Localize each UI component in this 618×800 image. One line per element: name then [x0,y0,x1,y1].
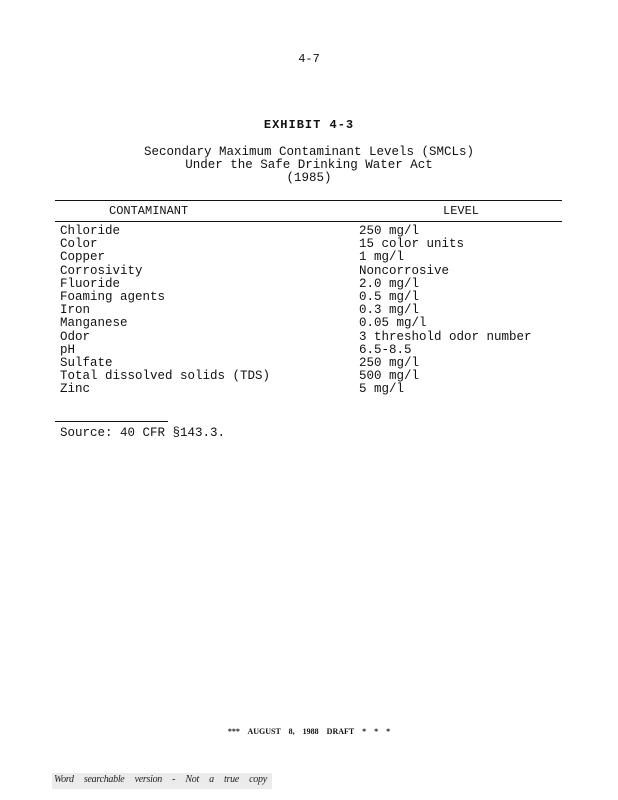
table-header-rule [55,221,562,222]
table-top-rule [55,200,562,201]
footnote-rule [55,421,168,422]
searchable-version-banner-text: Word searchable version - Not a true copy [54,774,267,785]
subtitle-line-1: Secondary Maximum Contaminant Levels (SMCLs) [143,145,475,159]
table-row [60,265,560,278]
subtitle-line-2: Under the Safe Drinking Water Act [185,158,433,172]
contaminant-level: 1 mg/l [359,250,405,265]
page-number: 4-7 [298,52,320,66]
contaminant-level: 2.0 mg/l [359,276,420,291]
contaminant-level: 250 mg/l [359,355,420,370]
table-row [60,291,560,304]
table-row [60,251,560,264]
table-row [60,344,560,357]
contaminant-level: 0.5 mg/l [359,289,420,304]
table-row [60,383,560,396]
contaminant-name: Zinc [60,382,91,397]
contaminant-name: Corrosivity [60,263,143,278]
subtitle-year: (1985) [286,171,332,185]
contaminant-level: 0.3 mg/l [359,303,420,318]
contaminant-name: Fluoride [60,276,121,291]
contaminant-name: Sulfate [60,355,113,370]
contaminant-name: Chloride [60,224,121,238]
draft-date-footer: *** AUGUST 8, 1988 DRAFT * * * [227,727,391,736]
source-citation: Source: 40 CFR §143.3. [60,426,226,440]
contaminant-name: Iron [60,303,91,318]
contaminant-level: 5 mg/l [359,382,405,397]
contaminant-level: 15 color units [359,237,465,252]
table-row [60,225,560,238]
table-row [60,331,560,344]
contaminant-name: Color [60,237,98,252]
contaminant-name: Foaming agents [60,289,166,304]
table-row [60,278,560,291]
table-row [60,370,560,383]
contaminant-level: 500 mg/l [359,369,420,384]
exhibit-title: EXHIBIT 4-3 [263,118,355,132]
table-row [60,238,560,251]
contaminant-name: Copper [60,250,106,265]
table-row [60,317,560,330]
header-contaminant: CONTAMINANT [109,204,189,218]
contaminant-level: 6.5-8.5 [359,342,412,357]
header-level: LEVEL [443,204,480,218]
contaminant-table-body [60,225,560,396]
contaminant-name: Odor [60,329,91,344]
contaminant-name: pH [60,342,76,357]
contaminant-level: 3 threshold odor number [359,329,532,344]
contaminant-name: Total dissolved solids (TDS) [60,369,271,384]
contaminant-level: 250 mg/l [359,224,420,238]
contaminant-name: Manganese [60,316,128,331]
contaminant-level: 0.05 mg/l [359,316,427,331]
table-row [60,304,560,317]
contaminant-level: Noncorrosive [359,263,450,278]
